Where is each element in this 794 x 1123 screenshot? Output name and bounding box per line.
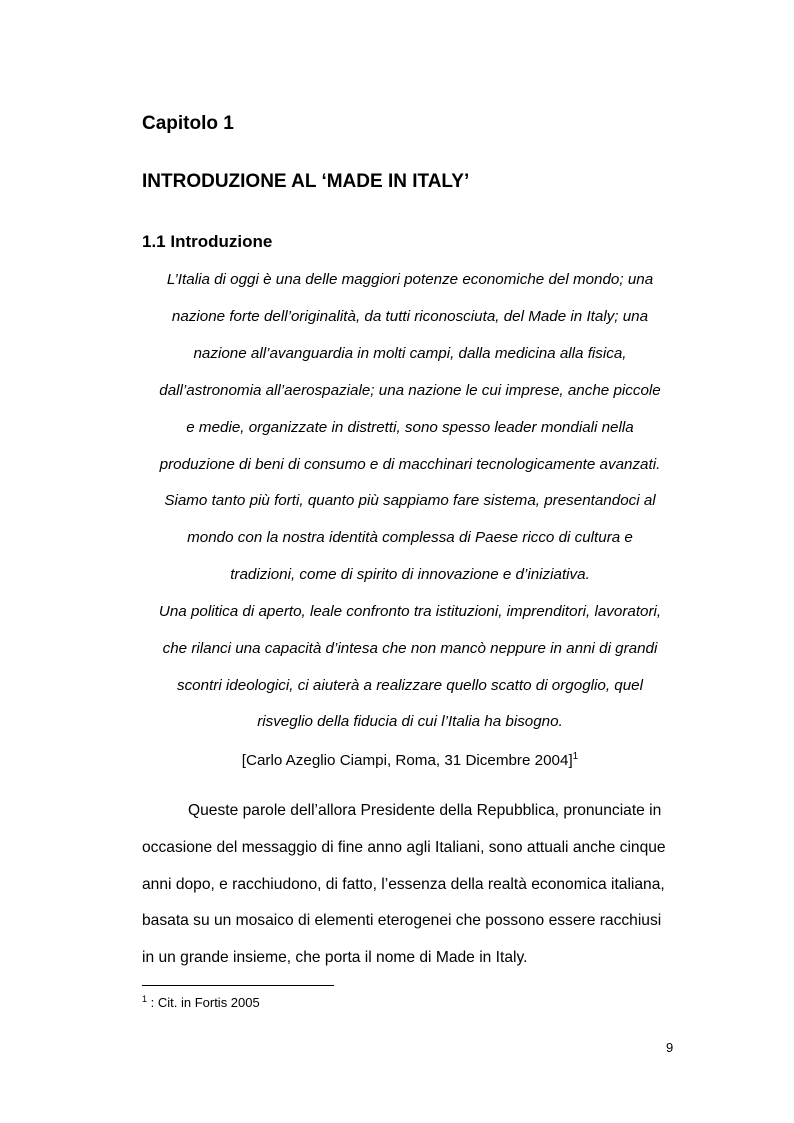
quote-line: che rilanci una capacità d’intesa che non mancò neppure in anni di grandi xyxy=(162,640,658,657)
quote-line: scontri ideologici, ci aiuterà a realizzare quello scatto di orgoglio, quel xyxy=(176,677,643,694)
footnote-text: : Cit. in Fortis 2005 xyxy=(147,995,260,1010)
quote-line: tradizioni, come di spirito di innovazione e d’iniziativa. xyxy=(230,566,590,583)
quote-line: L’Italia di oggi è una delle maggiori potenze economiche del mondo; una xyxy=(166,271,654,288)
quote-line: nazione all’avanguardia in molti campi, dalla medicina alla fisica, xyxy=(193,345,627,362)
body-line: basata su un mosaico di elementi eterogenei che possono essere racchiusi xyxy=(142,912,662,929)
quote-line: nazione forte dell’originalità, da tutti riconosciuta, del Made in Italy; una xyxy=(171,308,649,325)
chapter-title: INTRODUZIONE AL ‘MADE IN ITALY’ xyxy=(142,171,470,192)
quote-line: produzione di beni di consumo e di macchinari tecnologicamente avanzati. xyxy=(159,456,661,473)
footnote-reference[interactable]: 1 xyxy=(572,751,579,762)
footnote-marker: 1 xyxy=(142,994,148,1004)
footnote xyxy=(142,990,260,1012)
body-line: anni dopo, e racchiudono, di fatto, l’essenza della realtà economica italiana, xyxy=(142,876,665,893)
body-line: in un grande insieme, che porta il nome di Made in Italy. xyxy=(142,949,528,966)
section-heading: 1.1 Introduzione xyxy=(142,232,273,251)
quote-line: Una politica di aperto, leale confronto tra istituzioni, imprenditori, lavoratori, xyxy=(158,603,662,620)
body-line: Queste parole dell’allora Presidente della Repubblica, pronunciate in xyxy=(188,802,662,819)
attribution-text: [Carlo Azeglio Ciampi, Roma, 31 Dicembre 2004] xyxy=(241,752,573,769)
quote-attribution xyxy=(100,747,720,771)
quote-line: dall’astronomia all’aerospaziale; una nazione le cui imprese, anche piccole xyxy=(159,382,661,399)
body-line: occasione del messaggio di fine anno agli Italiani, sono attuali anche cinque xyxy=(142,839,666,856)
quote-line: e medie, organizzate in distretti, sono spesso leader mondiali nella xyxy=(186,419,634,436)
footnote-separator xyxy=(142,985,334,986)
quote-line: mondo con la nostra identità complessa di Paese ricco di cultura e xyxy=(187,529,633,546)
page-number: 9 xyxy=(666,1040,674,1055)
quote-line: risveglio della fiducia di cui l’Italia ha bisogno. xyxy=(257,713,563,730)
chapter-label: Capitolo 1 xyxy=(142,113,234,134)
quote-line: Siamo tanto più forti, quanto più sappiamo fare sistema, presentandoci al xyxy=(164,492,656,509)
